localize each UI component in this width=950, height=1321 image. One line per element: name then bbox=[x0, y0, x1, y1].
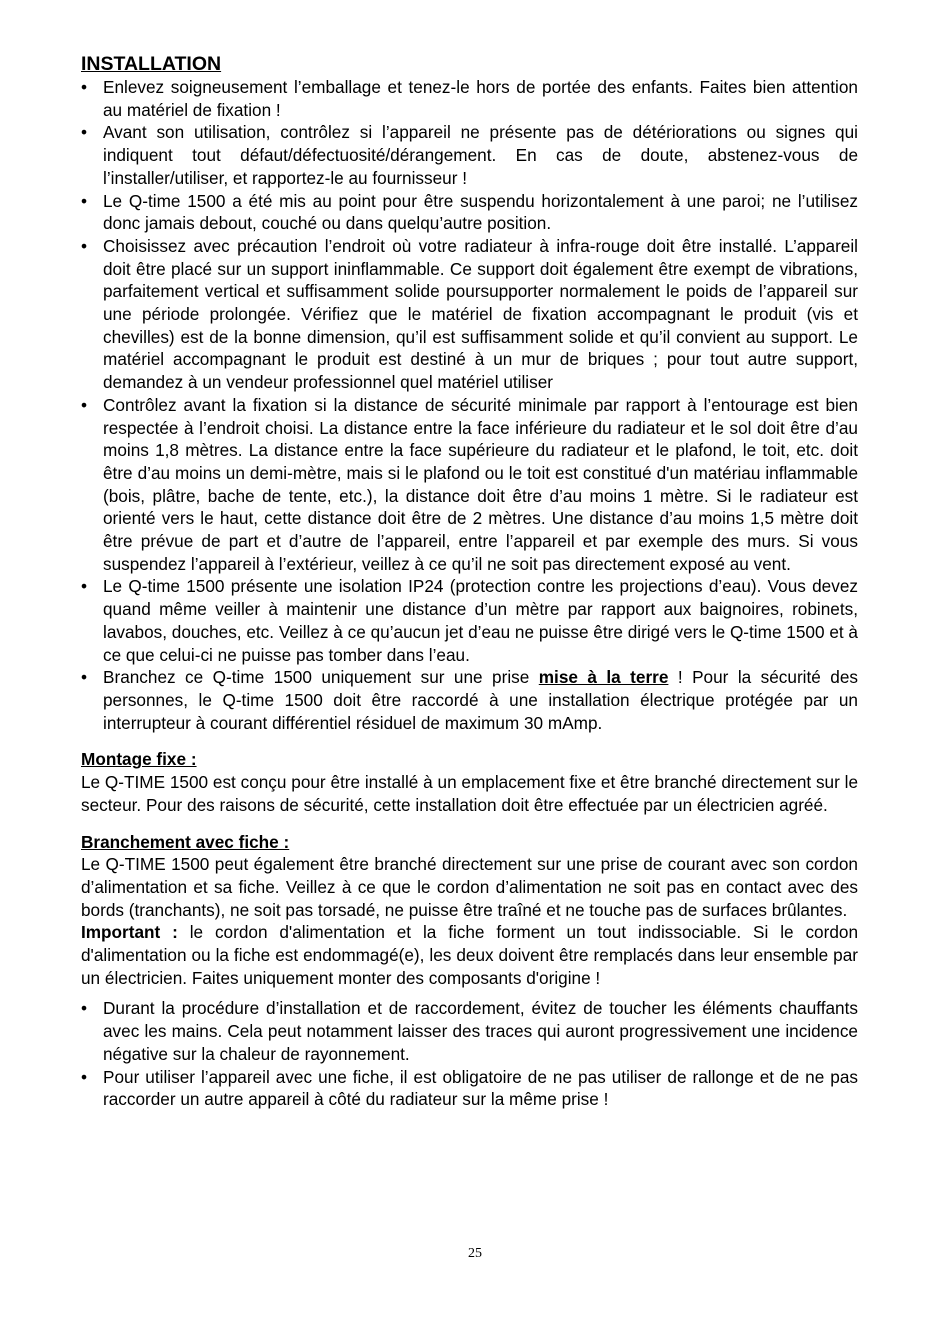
heading-montage-fixe: Montage fixe : bbox=[81, 749, 197, 770]
paragraph-branchement: Le Q-TIME 1500 peut également être branché directement sur une prise de courant avec son cordon d’alimentation et sa fiche. Veillez à ce que le cordon d’alimentation ne soit pas en contact avec des bords (tranchants), ne soit pas torsadé, ne puisse être traîné et ne touche pas de surfaces brûlantes. bbox=[81, 854, 858, 920]
text-run: Branchez ce Q-time 1500 uniquement sur une prise bbox=[103, 667, 539, 688]
paragraph-important bbox=[81, 921, 858, 989]
important-label: Important : bbox=[81, 922, 178, 943]
list-item: • Choisissez avec précaution l’endroit où votre radiateur à infra-rouge doit être installé. L’appareil doit être placé sur un support ininflammable. Ce support doit également être exempt de vibrations, parfaitement vertical et suffisamment solide poursupporter normalement le poids de l’appareil sur une période prolongée. Vérifiez que le matériel de fixation accompagnant le produit (vis et chevilles) est de la bonne dimension, qu’il est suffisamment solide et qu’il convient au support. Le matériel accompagnant le produit est destiné à un mur de briques ; pour tout autre support, demandez à un vendeur professionnel quel matériel utiliser bbox=[81, 235, 858, 394]
section-title-installation: INSTALLATION bbox=[81, 53, 222, 75]
paragraph-montage-fixe: Le Q-TIME 1500 est conçu pour être installé à un emplacement fixe et être branché directement sur le secteur. Pour des raisons de sécurité, cette installation doit être effectuée par un électricien agréé. bbox=[81, 772, 858, 815]
heading-branchement: Branchement avec fiche : bbox=[81, 831, 290, 852]
list-item: • Avant son utilisation, contrôlez si l’appareil ne présente pas de détériorations ou signes qui indiquent tout défaut/défectuosité/dérangement. En cas de doute, abstenez-vous de l’installer/utiliser, et rapportez-le au fournisseur ! bbox=[81, 121, 858, 189]
branchement-list bbox=[81, 997, 858, 1111]
text-run: ! Pour la sécurité des personnes, le Q-time 1500 doit être raccordé à une installation électrique protégée par un interrupteur à courant différentiel résiduel de maximum 30 mAmp. bbox=[103, 667, 858, 733]
list-item: • Enlevez soigneusement l’emballage et tenez-le hors de portée des enfants. Faites bien attention au matériel de fixation ! bbox=[81, 76, 858, 121]
list-item: • Durant la procédure d’installation et de raccordement, évitez de toucher les éléments chauffants avec les mains. Cela peut notamment laisser des traces qui auront progressivement une incidence négative sur la chaleur de rayonnement. bbox=[81, 997, 858, 1065]
list-item: • Pour utiliser l’appareil avec une fiche, il est obligatoire de ne pas utiliser de rallonge et de ne pas raccorder un autre appareil à côté du radiateur sur la même prise ! bbox=[81, 1066, 858, 1111]
installation-list bbox=[81, 76, 858, 734]
list-item: • Contrôlez avant la fixation si la distance de sécurité minimale par rapport à l’entourage est bien respectée à l’endroit choisi. La distance entre la face inférieure du radiateur et le sol doit être d’au moins 1,8 mètres. La distance entre la face supérieure du radiateur et le plafond, le toit, etc. doit être d’au moins un demi-mètre, mais si le plafond ou le toit est constitué d'un matériau inflammable (bois, plâtre, bache de tente, etc.), la distance doit être d’au moins 1 mètre. Si le radiateur est orienté vers le haut, cette distance doit être de 2 mètres. Une distance d’au moins 1,5 mètre doit être prévue de part et d’autre de l’appareil, entre l’appareil et par exemple des murs. Si vous suspendez l’appareil à l’extérieur, veillez à ce qu’il ne soit pas directement exposé au vent. bbox=[81, 394, 858, 576]
list-item: • Le Q-time 1500 a été mis au point pour être suspendu horizontalement à une paroi; ne l’utilisez donc jamais debout, couché ou dans quelqu’autre position. bbox=[81, 190, 858, 235]
list-item: • Le Q-time 1500 présente une isolation IP24 (protection contre les projections d’eau). Vous devez quand même veiller à maintenir une distance d’un mètre par rapport aux baignoires, robinets, lavabos, douches, etc. Veillez à ce qu’aucun jet d’eau ne puisse être dirigé vers le Q-time 1500 et à ce que celui-ci ne puisse pas tomber dans l’eau. bbox=[81, 575, 858, 666]
document-page bbox=[81, 52, 858, 1111]
page-number: 25 bbox=[468, 1246, 482, 1261]
emphasis-earth: mise à la terre bbox=[538, 667, 669, 688]
important-text: le cordon d'alimentation et la fiche forment un tout indissociable. Si le cordon d'alimentation ou la fiche est endommagé(e), les deux doivent être remplacés dans leur ensemble par un électricien. Faites uniquement monter des composants d'origine ! bbox=[81, 922, 858, 988]
list-item-ground-warning bbox=[81, 666, 858, 734]
